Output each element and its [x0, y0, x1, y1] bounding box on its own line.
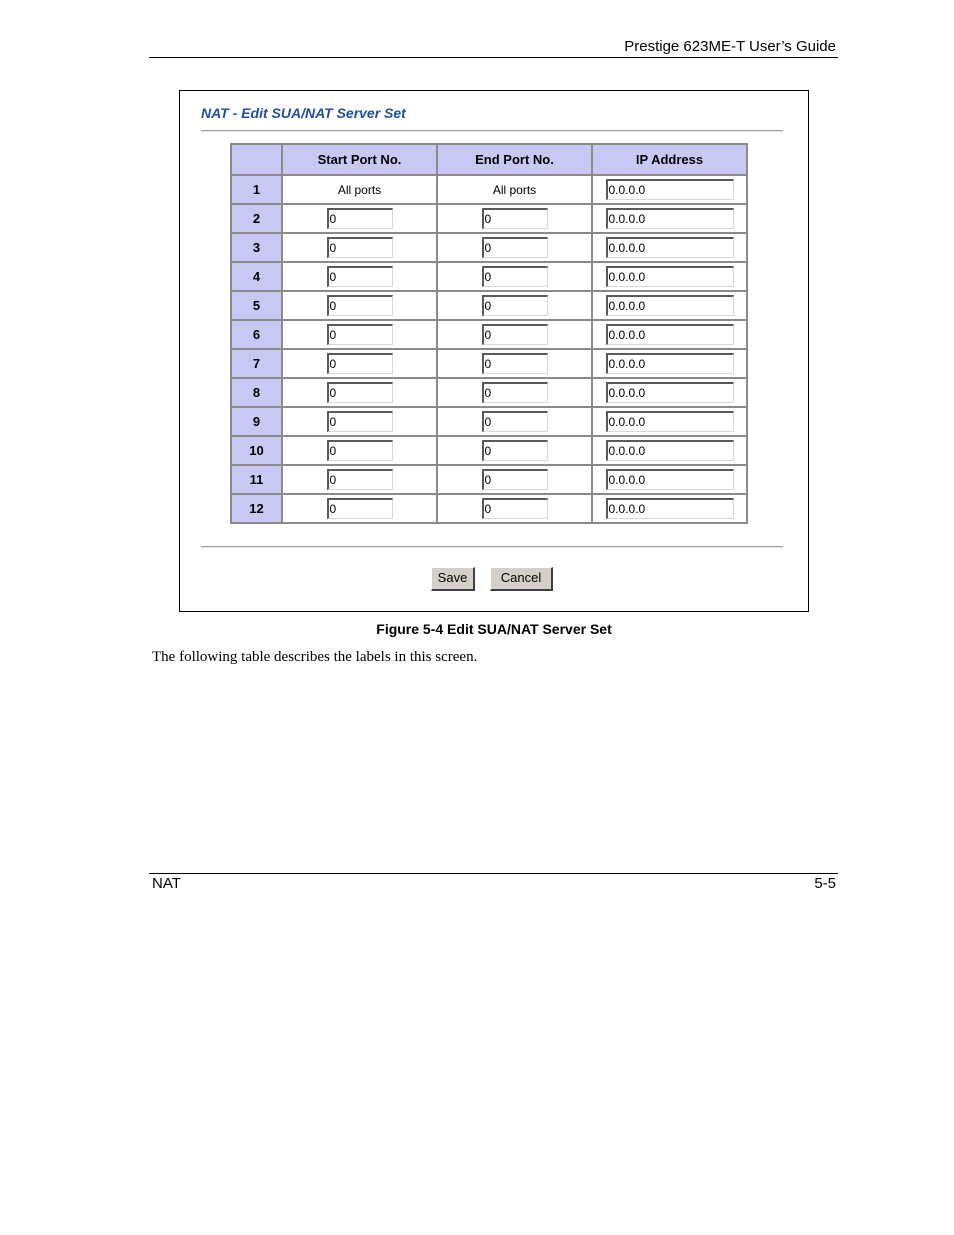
column-header-number [231, 144, 282, 175]
end-port-input[interactable]: 0 [482, 353, 548, 374]
ip-address-input[interactable]: 0.0.0.0 [606, 295, 734, 316]
end-port-input[interactable]: 0 [482, 440, 548, 461]
start-port-input[interactable]: 0 [327, 382, 393, 403]
row-number: 6 [231, 320, 282, 349]
row-number: 4 [231, 262, 282, 291]
end-port-cell [437, 233, 592, 262]
row-number: 10 [231, 436, 282, 465]
table-row [231, 175, 747, 204]
footer-rule [149, 873, 838, 874]
start-port-input[interactable]: 0 [327, 324, 393, 345]
end-port-cell [437, 436, 592, 465]
row-number: 2 [231, 204, 282, 233]
table-row [231, 262, 747, 291]
start-port-input[interactable]: 0 [327, 237, 393, 258]
start-port-cell [282, 262, 437, 291]
ip-address-input[interactable]: 0.0.0.0 [606, 353, 734, 374]
start-port-input[interactable]: 0 [327, 353, 393, 374]
end-port-cell [437, 494, 592, 523]
column-header-start-port: Start Port No. [282, 144, 437, 175]
table-row [231, 204, 747, 233]
ip-address-input[interactable]: 0.0.0.0 [606, 179, 734, 200]
end-port-cell [437, 407, 592, 436]
title-divider [201, 130, 783, 132]
start-port-cell [282, 407, 437, 436]
end-port-cell [437, 262, 592, 291]
ip-address-input[interactable]: 0.0.0.0 [606, 266, 734, 287]
ip-address-cell [592, 175, 747, 204]
end-port-cell [437, 291, 592, 320]
row-number: 8 [231, 378, 282, 407]
body-paragraph: The following table describes the labels in this screen. [152, 649, 478, 665]
table-row [231, 349, 747, 378]
ip-address-cell [592, 378, 747, 407]
end-port-input[interactable]: 0 [482, 382, 548, 403]
ip-address-cell [592, 407, 747, 436]
end-port-input[interactable]: 0 [482, 237, 548, 258]
start-port-cell [282, 494, 437, 523]
button-divider [201, 546, 783, 548]
row-number: 1 [231, 175, 282, 204]
end-port-input[interactable]: 0 [482, 208, 548, 229]
table-row [231, 494, 747, 523]
start-port-input[interactable]: 0 [327, 498, 393, 519]
end-port-input[interactable]: 0 [482, 498, 548, 519]
ip-address-input[interactable]: 0.0.0.0 [606, 498, 734, 519]
table-row [231, 291, 747, 320]
start-port-cell [282, 204, 437, 233]
page-header-title: Prestige 623ME-T User’s Guide [624, 38, 836, 55]
ip-address-input[interactable]: 0.0.0.0 [606, 469, 734, 490]
row-number: 5 [231, 291, 282, 320]
ip-address-cell [592, 436, 747, 465]
footer-section: NAT [152, 875, 181, 892]
cancel-button[interactable]: Cancel [490, 567, 553, 591]
end-port-input[interactable]: 0 [482, 324, 548, 345]
ip-address-input[interactable]: 0.0.0.0 [606, 440, 734, 461]
end-port-cell [437, 320, 592, 349]
ip-address-cell [592, 291, 747, 320]
ip-address-input[interactable]: 0.0.0.0 [606, 237, 734, 258]
end-port-cell [437, 349, 592, 378]
end-port-cell [437, 465, 592, 494]
table-row [231, 407, 747, 436]
table-row [231, 465, 747, 494]
ip-address-cell [592, 465, 747, 494]
screen-title: NAT - Edit SUA/NAT Server Set [201, 105, 406, 121]
start-port-cell [282, 378, 437, 407]
ip-address-cell [592, 349, 747, 378]
start-port-cell [282, 175, 437, 204]
header-rule [149, 57, 838, 58]
end-port-cell [437, 204, 592, 233]
row-number: 12 [231, 494, 282, 523]
row-number: 7 [231, 349, 282, 378]
ip-address-input[interactable]: 0.0.0.0 [606, 324, 734, 345]
end-port-input[interactable]: 0 [482, 266, 548, 287]
end-port-all-ports-label: All ports [492, 182, 537, 197]
start-port-cell [282, 233, 437, 262]
ip-address-cell [592, 494, 747, 523]
end-port-cell [437, 378, 592, 407]
server-set-table [230, 143, 748, 524]
start-port-cell [282, 291, 437, 320]
start-port-cell [282, 349, 437, 378]
ip-address-input[interactable]: 0.0.0.0 [606, 382, 734, 403]
end-port-input[interactable]: 0 [482, 295, 548, 316]
row-number: 11 [231, 465, 282, 494]
ip-address-input[interactable]: 0.0.0.0 [606, 208, 734, 229]
start-port-input[interactable]: 0 [327, 440, 393, 461]
start-port-input[interactable]: 0 [327, 266, 393, 287]
end-port-cell [437, 175, 592, 204]
end-port-input[interactable]: 0 [482, 469, 548, 490]
column-header-ip-address: IP Address [592, 144, 747, 175]
table-row [231, 436, 747, 465]
figure-caption: Figure 5-4 Edit SUA/NAT Server Set [376, 621, 612, 637]
start-port-cell [282, 436, 437, 465]
end-port-input[interactable]: 0 [482, 411, 548, 432]
table-row [231, 378, 747, 407]
row-number: 3 [231, 233, 282, 262]
ip-address-cell [592, 262, 747, 291]
start-port-input[interactable]: 0 [327, 208, 393, 229]
start-port-input[interactable]: 0 [327, 411, 393, 432]
start-port-cell [282, 320, 437, 349]
column-header-end-port: End Port No. [437, 144, 592, 175]
footer-page-number: 5-5 [814, 875, 836, 892]
ip-address-cell [592, 233, 747, 262]
start-port-input[interactable]: 0 [327, 295, 393, 316]
figure-screenshot-frame [179, 90, 809, 612]
ip-address-cell [592, 320, 747, 349]
start-port-input[interactable]: 0 [327, 469, 393, 490]
ip-address-cell [592, 204, 747, 233]
table-header-row [231, 144, 747, 175]
save-button[interactable]: Save [431, 567, 475, 591]
ip-address-input[interactable]: 0.0.0.0 [606, 411, 734, 432]
row-number: 9 [231, 407, 282, 436]
table-row [231, 320, 747, 349]
table-row [231, 233, 747, 262]
start-port-cell [282, 465, 437, 494]
start-port-all-ports-label: All ports [337, 182, 382, 197]
